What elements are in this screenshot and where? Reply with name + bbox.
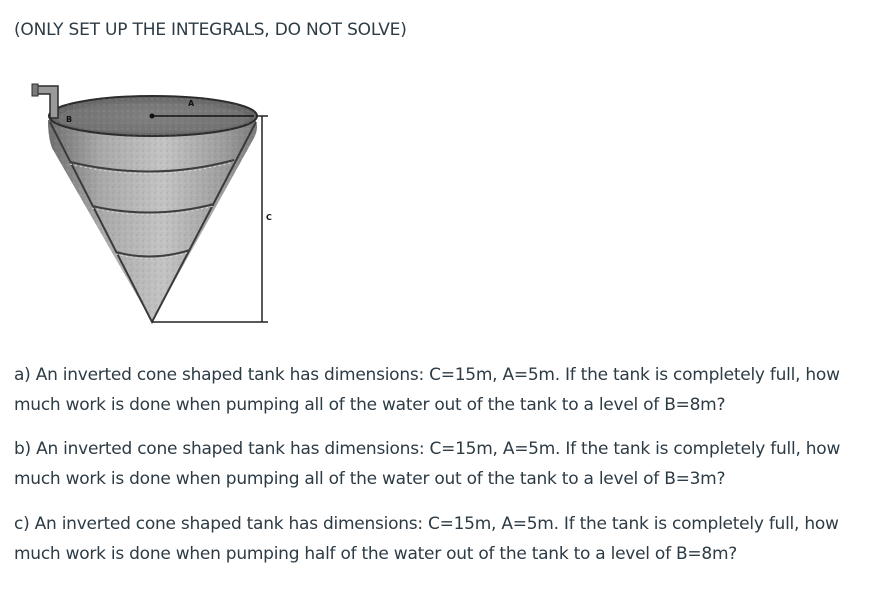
instruction-text: (ONLY SET UP THE INTEGRALS, DO NOT SOLVE) — [14, 20, 407, 40]
outlet-pipe — [32, 84, 58, 118]
cone-body — [48, 118, 257, 322]
label-c: C — [266, 213, 272, 222]
label-b: B — [66, 115, 73, 124]
label-a: A — [188, 99, 195, 108]
cone-tank-figure — [28, 78, 288, 330]
question-b: b) An inverted cone shaped tank has dimensions: C=15m, A=5m. If the tank is completely full, how much work is done when pumping all of the water out of the tank to a level of B=3m? — [14, 439, 841, 489]
question-a: a) An inverted cone shaped tank has dimensions: C=15m, A=5m. If the tank is completely full, how much work is done when pumping all of the water out of the tank to a level of B=8m? — [14, 365, 840, 415]
question-c: c) An inverted cone shaped tank has dimensions: C=15m, A=5m. If the tank is completely full, how much work is done when pumping half of the water out of the tank to a level of B=8m? — [14, 514, 839, 564]
